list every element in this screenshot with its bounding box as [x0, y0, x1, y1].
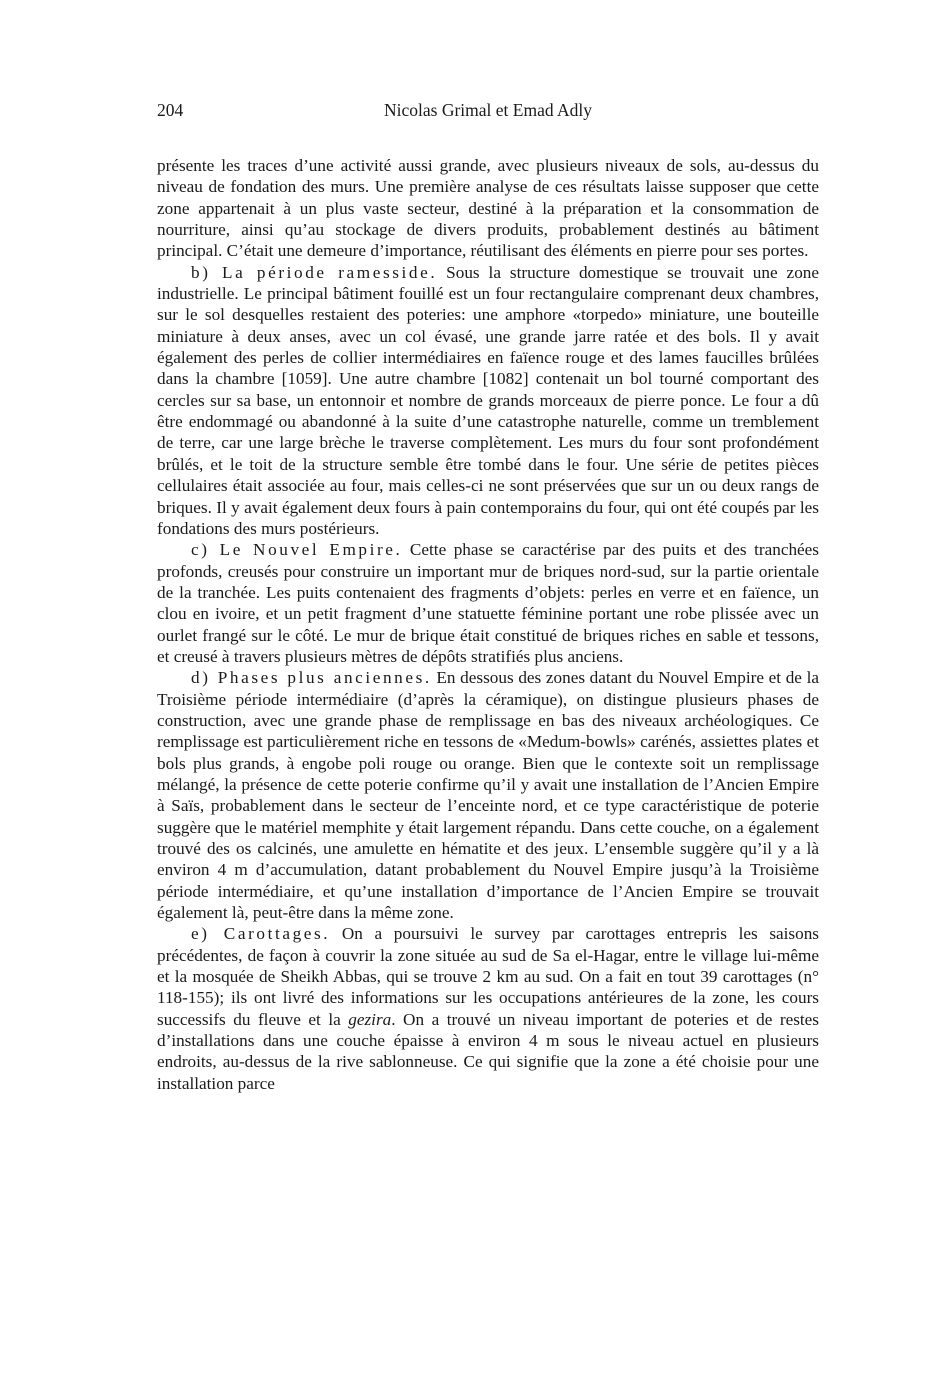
paragraph-intro [157, 155, 819, 262]
paragraph-new-kingdom [157, 539, 819, 667]
paragraph-older-phases [157, 667, 819, 923]
paragraph-text: Sous la structure domestique se trouvait une zone industrielle. Le principal bâtiment fouillé est un four rectangulaire comprenant deux chambres, sur le sol desquelles restaient des poteries: une amphore «torpedo» miniature, une bouteille miniature à deux anses, avec un col évasé, une grande jarre ratée et des bols. Il y avait également des perles de collier intermédiaires en faïence rouge et des lames faucilles brûlées dans la chambre [1059]. Une autre chambre [1082] contenait un bol tourné comportant des cercles sur sa base, un entonnoir et nombre de grands morceaux de pierre ponce. Le four a dû être endommagé ou abandonné à la suite d’une catastrophe naturelle, comme un tremblement de terre, car une large brèche le traverse complètement. Les murs du four sont profondément brûlés, et le toit de la structure semble être tombé dans le four. Une série de petites pièces cellulaires était associée au four, mais celles-ci ne sont préservées que sur un ou deux rangs de briques. Il y avait également deux fours à pain contemporains du four, qui ont été coupés par les fondations des murs postérieurs. [157, 262, 820, 538]
paragraph-text: . On a trouvé un niveau important de poteries et de restes d’installations dans une couche épaisse à environ 4 m sous le niveau actuel en plusieurs endroits, au-dessus de la rive sablonneuse. Ce qui signifie que la zone a été choisie pour une installation parce [157, 1009, 819, 1093]
page-header [157, 100, 819, 124]
body-text [157, 155, 819, 1094]
section-heading: e) Carottages. [191, 924, 331, 944]
paragraph-text: Cette phase se caractérise par des puits et des tranchées profonds, creusés pour construire un important mur de briques nord-sud, sur la partie orientale de la tranchée. Les puits contenaient des fragments d’objets: perles en verre et en faïence, un clou en ivoire, et un petit fragment d’une statuette féminine portant une robe plissée avec un ourlet frangé sur le côté. Le mur de brique était constitué de briques riches en sable et tessons, et creusé à travers plusieurs mètres de dépôts stratifiés plus anciens. [157, 540, 819, 666]
section-heading: b) La période ramesside. [191, 262, 438, 282]
italic-term: gezira [348, 1009, 392, 1029]
paragraph-ramesside [157, 262, 819, 539]
section-heading: c) Le Nouvel Empire. [191, 540, 403, 560]
paragraph-text: présente les traces d’une activité aussi grande, avec plusieurs niveaux de sols, au-dessus du niveau de fondation des murs. Une première analyse de ces résultats laisse supposer que cette zone appartenait à un plus vaste secteur, destiné à la préparation et la consommation de nourriture, ainsi qu’au stockage de divers produits, probablement destinés au bâtiment principal. C’était une demeure d’importance, réutilisant des éléments en pierre pour ses portes. [157, 156, 819, 261]
paragraph-text: En dessous des zones datant du Nouvel Empire et de la Troisième période intermédiaire (d’après la céramique), on distingue plusieurs phases de construction, avec une grande phase de remplissage en bas des niveaux archéologiques. Ce remplissage est particulièrement riche en tessons de «Medum-bowls» carénés, assiettes plates et bols plus grands, à engobe poli rouge ou orange. Bien que le contexte soit un remplissage mélangé, la présence de cette poterie confirme qu’il y avait une installation de l’Ancien Empire à Saïs, probablement dans le secteur de l’enceinte nord, et ce type caractéristique de poterie suggère que le matériel memphite y était largement répandu. Dans cette couche, on a également trouvé des os calcinés, une amulette en hématite et des jeux. L’ensemble suggère qu’il y a là environ 4 m d’accumulation, datant probablement du Nouvel Empire jusqu’à la Troisième période intermédiaire, et qu’une installation d’importance de l’Ancien Empire se trouvait également là, peut-être dans la même zone. [157, 668, 820, 923]
running-title: Nicolas Grimal et Emad Adly [383, 100, 592, 120]
paragraph-coring [157, 923, 819, 1094]
page-number: 204 [157, 100, 184, 120]
section-heading: d) Phases plus anciennes. [191, 668, 432, 688]
paragraph-text: On a poursuivi le survey par carottages entrepris les saisons précédentes, de façon à couvrir la zone située au sud de Sa el-Hagar, entre le village lui-même et la mosquée de Sheikh Abbas, qui se trouve 2 km au sud. On a fait en tout 39 carottages (n° 118-155); ils ont livré des informations sur les occupations antérieures de la zone, les cours successifs du fleuve et la [157, 924, 819, 1029]
